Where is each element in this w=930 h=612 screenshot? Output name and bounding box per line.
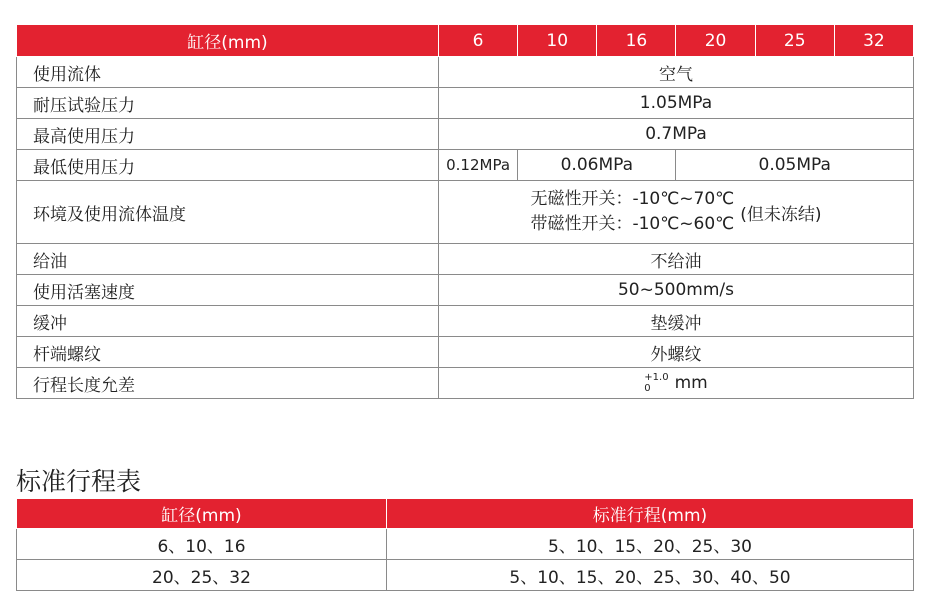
- piston-speed-label: 使用活塞速度: [17, 275, 439, 306]
- stroke-row-1-strokes: 5、10、15、20、25、30: [387, 529, 914, 560]
- bore-16: 16: [597, 25, 676, 57]
- row-piston-speed: [17, 275, 914, 306]
- stroke-row-2-strokes: 5、10、15、20、25、30、40、50: [387, 560, 914, 591]
- table-row: [17, 560, 914, 591]
- stroke-row-2-bore: 20、25、32: [17, 560, 387, 591]
- temperature-value: [439, 181, 914, 244]
- temperature-note: (但未冻结): [740, 204, 822, 225]
- min-pressure-20-32: 0.05MPa: [676, 150, 914, 181]
- stroke-section-title: 标准行程表: [16, 467, 142, 496]
- tolerance-unit: mm: [674, 373, 708, 393]
- max-pressure-value: 0.7MPa: [439, 119, 914, 150]
- stroke-header-stroke: 标准行程(mm): [387, 499, 914, 529]
- proof-pressure-label: 耐压试验压力: [17, 88, 439, 119]
- max-pressure-label: 最高使用压力: [17, 119, 439, 150]
- fluid-value: 空气: [439, 57, 914, 88]
- bore-25: 25: [755, 25, 834, 57]
- table-row: [17, 529, 914, 560]
- row-fluid: [17, 57, 914, 88]
- tolerance-lower: 0: [644, 383, 651, 394]
- temperature-no-switch: 无磁性开关：-10℃~70℃: [530, 189, 735, 209]
- row-proof-pressure: [17, 88, 914, 119]
- row-lubrication: [17, 244, 914, 275]
- row-temperature: [17, 181, 914, 244]
- row-cushion: [17, 306, 914, 337]
- stroke-header-bore: 缸径(mm): [17, 499, 387, 529]
- bore-32: 32: [834, 25, 913, 57]
- proof-pressure-value: 1.05MPa: [439, 88, 914, 119]
- bore-10: 10: [518, 25, 597, 57]
- min-pressure-10-16: 0.06MPa: [518, 150, 676, 181]
- temperature-with-switch: 带磁性开关：-10℃~60℃: [530, 214, 735, 234]
- fluid-label: 使用流体: [17, 57, 439, 88]
- piston-speed-value: 50~500mm/s: [439, 275, 914, 306]
- min-pressure-6: 0.12MPa: [439, 150, 518, 181]
- stroke-header-row: [17, 499, 914, 529]
- stroke-row-1-bore: 6、10、16: [17, 529, 387, 560]
- stroke-tolerance-value: [439, 368, 914, 399]
- lubrication-value: 不给油: [439, 244, 914, 275]
- tolerance-stack: [644, 372, 668, 394]
- tolerance-upper: +1.0: [644, 372, 669, 383]
- stroke-tolerance-label: 行程长度允差: [17, 368, 439, 399]
- stroke-table: [16, 498, 914, 591]
- lubrication-label: 给油: [17, 244, 439, 275]
- spec-table: [16, 24, 914, 399]
- bore-header-label: 缸径(mm): [17, 25, 439, 57]
- min-pressure-label: 最低使用压力: [17, 150, 439, 181]
- cushion-label: 缓冲: [17, 306, 439, 337]
- rod-thread-label: 杆端螺纹: [17, 337, 439, 368]
- bore-6: 6: [439, 25, 518, 57]
- rod-thread-value: 外螺纹: [439, 337, 914, 368]
- row-min-pressure: [17, 150, 914, 181]
- row-stroke-tolerance: [17, 368, 914, 399]
- cushion-value: 垫缓冲: [439, 306, 914, 337]
- row-max-pressure: [17, 119, 914, 150]
- temperature-label: 环境及使用流体温度: [17, 181, 439, 244]
- row-rod-thread: [17, 337, 914, 368]
- spec-header-row: [17, 25, 914, 57]
- bore-20: 20: [676, 25, 755, 57]
